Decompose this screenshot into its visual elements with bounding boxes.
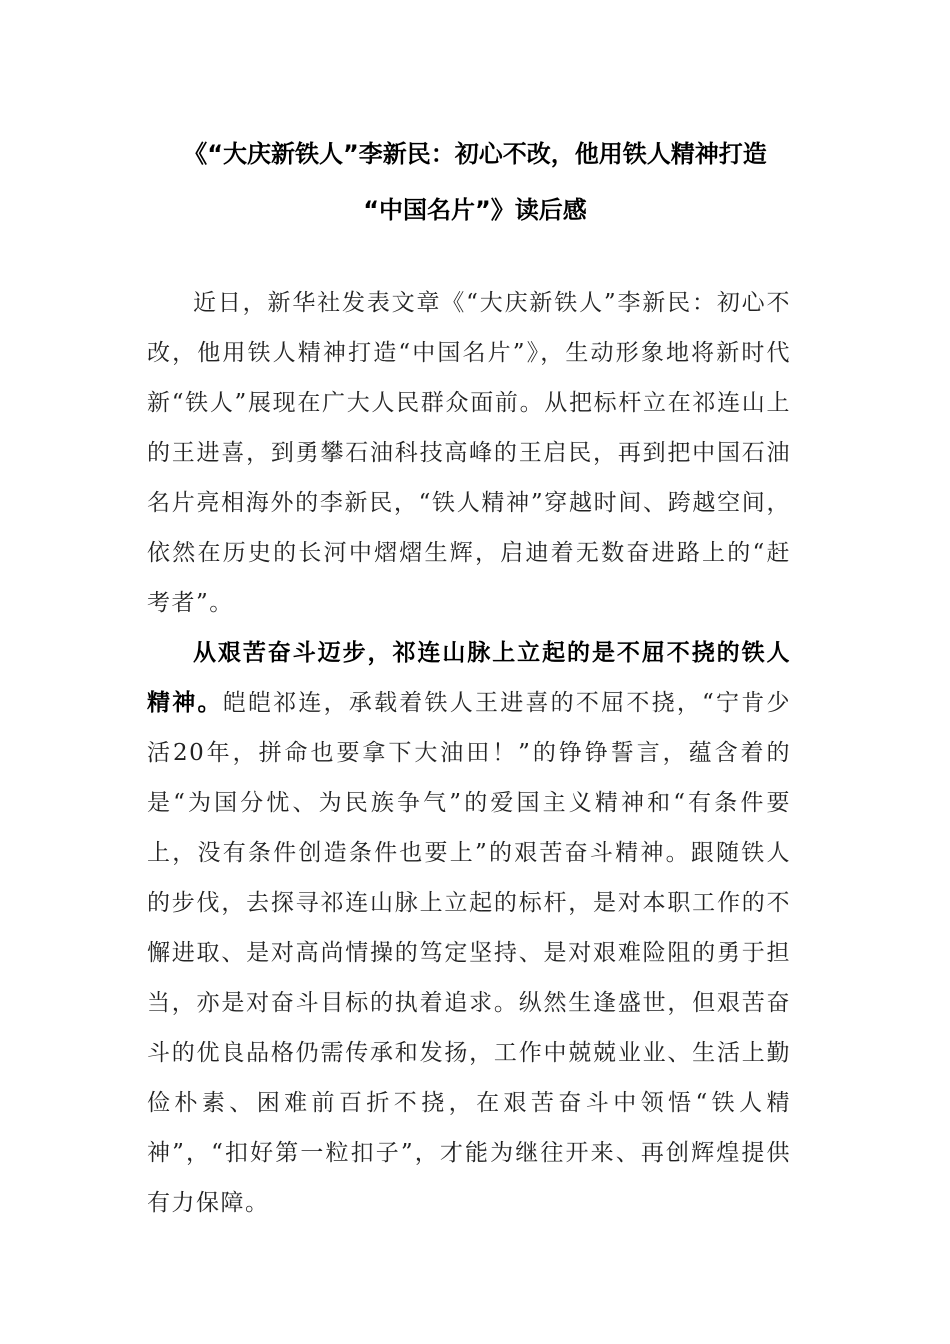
paragraph-lead-sentence: 从艰苦奋斗迈步，祁连山脉上立起的是不屈不挠的铁人精神。 — [147, 640, 791, 716]
title-line-2: “中国名片”》读后感 — [363, 196, 587, 224]
title-line-1: 《“大庆新铁人”李新民：初心不改，他用铁人精神打造 — [183, 140, 767, 168]
paragraph-text: 近日，新华社发表文章《“大庆新铁人”李新民：初心不改，他用铁人精神打造“中国名片”》，生动形象地将新时代新“铁人”展现在广大人民群众面前。从把标杆立在祁连山上的王进喜，到勇攀石油科技高峰的王启民，再到把中国石油名片亮相海外的李新民，“铁人精神”穿越时间、跨越空间，依然在历史的长河中熠熠生辉，启迪着无数奋进路上的“赶考者”。 — [147, 290, 791, 616]
document-body — [147, 278, 791, 1228]
paragraph-text: 皑皑祁连，承载着铁人王进喜的不屈不挠，“宁肯少活20年，拼命也要拿下大油田！”的铮铮誓言，蕴含着的是“为国分忧、为民族争气”的爱国主义精神和“有条件要上，没有条件创造条件也要上”的艰苦奋斗精神。跟随铁人的步伐，去探寻祁连山脉上立起的标杆，是对本职工作的不懈进取、是对高尚情操的笃定坚持、是对艰难险阻的勇于担当，亦是对奋斗目标的执着追求。纵然生逢盛世，但艰苦奋斗的优良品格仍需传承和发扬，工作中兢兢业业、生活上勤俭朴素、困难前百折不挠，在艰苦奋斗中领悟“铁人精神”，“扣好第一粒扣子”，才能为继往开来、再创辉煌提供有力保障。 — [147, 690, 792, 1216]
paragraph-2 — [147, 628, 791, 1228]
paragraph-1 — [147, 278, 791, 628]
document-title — [120, 126, 830, 238]
